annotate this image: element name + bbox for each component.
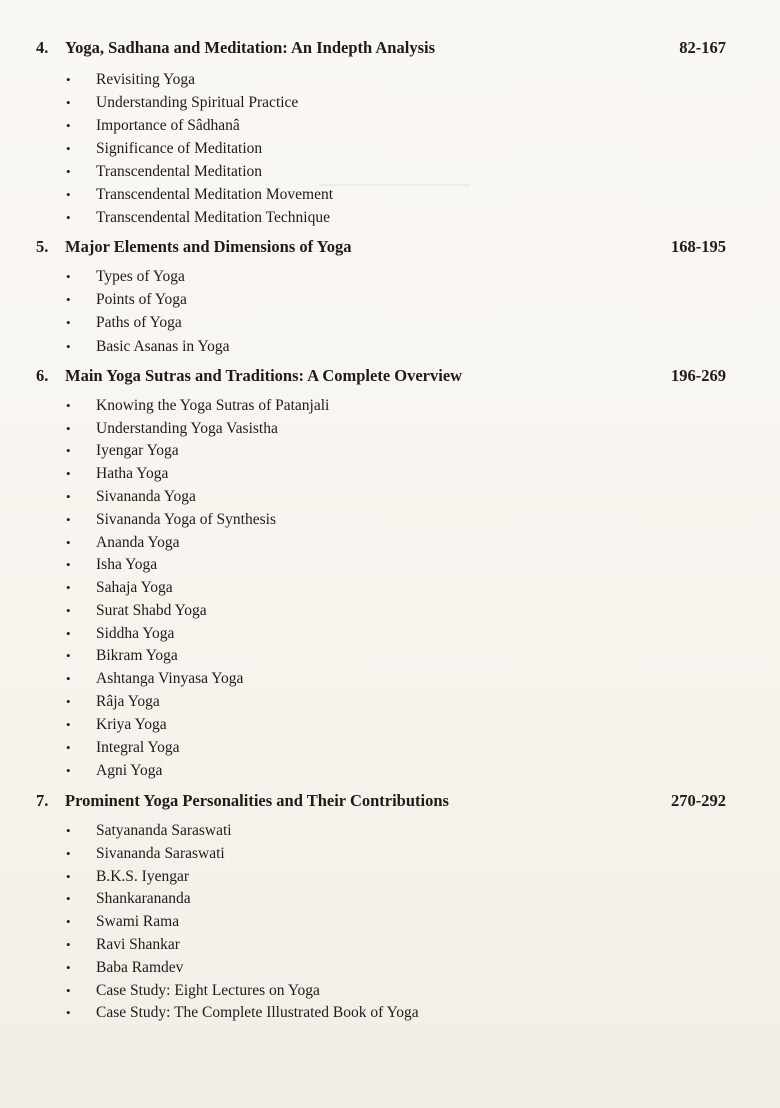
chapter-page-range: 270-292 [671, 791, 726, 810]
item-text: Ananda Yoga [96, 534, 180, 551]
item-text: Knowing the Yoga Sutras of Patanjali [96, 397, 330, 414]
bullet: • [66, 535, 71, 550]
bleed-through-shadow [320, 148, 470, 186]
chapter-heading [36, 235, 726, 259]
bullet: • [66, 603, 71, 618]
chapter-page-range: 168-195 [671, 237, 726, 256]
list-item [66, 888, 191, 910]
list-item [66, 69, 195, 91]
chapter-number: 6. [36, 366, 49, 385]
bullet: • [66, 292, 71, 307]
bullet: • [66, 315, 71, 330]
bullet: • [66, 466, 71, 481]
list-item [66, 418, 278, 440]
item-text: Types of Yoga [96, 268, 185, 285]
list-item [66, 486, 196, 508]
bullet: • [66, 557, 71, 572]
bullet: • [66, 717, 71, 732]
list-item [66, 440, 179, 462]
page-bottom-margin [0, 1050, 780, 1108]
chapter-title: Yoga, Sadhana and Meditation: An Indepth Analysis [65, 38, 435, 57]
item-text: Understanding Spiritual Practice [96, 94, 299, 111]
list-item [66, 532, 180, 554]
list-item [66, 207, 330, 229]
bullet: • [66, 960, 71, 975]
item-text: Ravi Shankar [96, 936, 180, 953]
item-text: Points of Yoga [96, 291, 187, 308]
bullet: • [66, 72, 71, 87]
list-item [66, 737, 180, 759]
item-text: Integral Yoga [96, 739, 180, 756]
chapter-heading [36, 36, 726, 60]
chapter-heading [36, 789, 726, 813]
bullet: • [66, 740, 71, 755]
item-text: Paths of Yoga [96, 314, 182, 331]
bullet: • [66, 269, 71, 284]
list-item [66, 289, 187, 311]
bullet: • [66, 164, 71, 179]
item-text: Transcendental Meditation [96, 163, 263, 180]
item-text: Sivananda Yoga of Synthesis [96, 511, 276, 528]
list-item [66, 843, 225, 865]
bullet: • [66, 846, 71, 861]
item-text: Transcendental Meditation Movement [96, 186, 334, 203]
bullet: • [66, 443, 71, 458]
item-text: Siddha Yoga [96, 625, 175, 642]
bullet: • [66, 339, 71, 354]
list-item [66, 395, 329, 417]
bullet: • [66, 95, 71, 110]
bullet: • [66, 983, 71, 998]
item-text: Baba Ramdev [96, 959, 184, 976]
chapter-page-range: 196-269 [671, 366, 726, 385]
item-text: Râja Yoga [96, 693, 160, 710]
item-text: Agni Yoga [96, 762, 163, 779]
item-text: Isha Yoga [96, 556, 158, 573]
item-text: Sivananda Yoga [96, 488, 196, 505]
item-text: Surat Shabd Yoga [96, 602, 207, 619]
item-text: Significance of Meditation [96, 140, 263, 157]
bullet: • [66, 118, 71, 133]
list-item [66, 600, 207, 622]
list-item [66, 957, 183, 979]
bullet: • [66, 141, 71, 156]
list-item [66, 645, 178, 667]
chapter-title: Major Elements and Dimensions of Yoga [65, 237, 352, 256]
list-item [66, 714, 167, 736]
item-text: Case Study: The Complete Illustrated Book of Yoga [96, 1004, 419, 1021]
chapter-title: Main Yoga Sutras and Traditions: A Complete Overview [65, 366, 463, 385]
list-item [66, 266, 185, 288]
chapter-title: Prominent Yoga Personalities and Their Contributions [65, 791, 449, 810]
list-item [66, 554, 157, 576]
list-item [66, 760, 162, 782]
bullet: • [66, 580, 71, 595]
list-item [66, 1002, 419, 1024]
list-item [66, 691, 160, 713]
bullet: • [66, 421, 71, 436]
item-text: Satyananda Saraswati [96, 822, 232, 839]
list-item [66, 92, 298, 114]
bullet: • [66, 512, 71, 527]
chapter-heading [36, 364, 726, 388]
bullet: • [66, 1005, 71, 1020]
item-text: Sahaja Yoga [96, 579, 173, 596]
item-text: Sivananda Saraswati [96, 845, 225, 862]
list-item [66, 115, 240, 137]
item-text: Shankarananda [96, 890, 191, 907]
bullet: • [66, 891, 71, 906]
bullet: • [66, 626, 71, 641]
item-text: Hatha Yoga [96, 465, 169, 482]
list-item [66, 980, 320, 1002]
bullet: • [66, 489, 71, 504]
item-text: Iyengar Yoga [96, 442, 179, 459]
item-text: Case Study: Eight Lectures on Yoga [96, 982, 320, 999]
item-text: Understanding Yoga Vasistha [96, 420, 278, 437]
item-text: B.K.S. Iyengar [96, 868, 189, 885]
item-text: Basic Asanas in Yoga [96, 338, 230, 355]
chapter-number: 7. [36, 791, 49, 810]
chapter-number: 4. [36, 38, 49, 57]
list-item [66, 463, 168, 485]
item-text: Swami Rama [96, 913, 180, 930]
bullet: • [66, 210, 71, 225]
list-item [66, 820, 232, 842]
bullet: • [66, 398, 71, 413]
list-item [66, 623, 174, 645]
chapter-number: 5. [36, 237, 49, 256]
item-text: Kriya Yoga [96, 716, 167, 733]
list-item [66, 336, 229, 358]
list-item [66, 934, 180, 956]
bullet: • [66, 823, 71, 838]
list-item [66, 312, 182, 334]
bullet: • [66, 671, 71, 686]
bullet: • [66, 937, 71, 952]
bullet: • [66, 648, 71, 663]
item-text: Importance of Sâdhanâ [96, 117, 240, 134]
bullet: • [66, 694, 71, 709]
chapter-page-range: 82-167 [679, 38, 726, 57]
bullet: • [66, 763, 71, 778]
list-item [66, 911, 179, 933]
bullet: • [66, 914, 71, 929]
item-text: Transcendental Meditation Technique [96, 209, 330, 226]
list-item [66, 161, 262, 183]
item-text: Bikram Yoga [96, 647, 178, 664]
list-item [66, 509, 276, 531]
list-item [66, 138, 262, 160]
list-item [66, 184, 333, 206]
bullet: • [66, 187, 71, 202]
list-item [66, 668, 243, 690]
bullet: • [66, 869, 71, 884]
list-item [66, 577, 173, 599]
item-text: Revisiting Yoga [96, 71, 196, 88]
item-text: Ashtanga Vinyasa Yoga [96, 670, 244, 687]
list-item [66, 866, 189, 888]
